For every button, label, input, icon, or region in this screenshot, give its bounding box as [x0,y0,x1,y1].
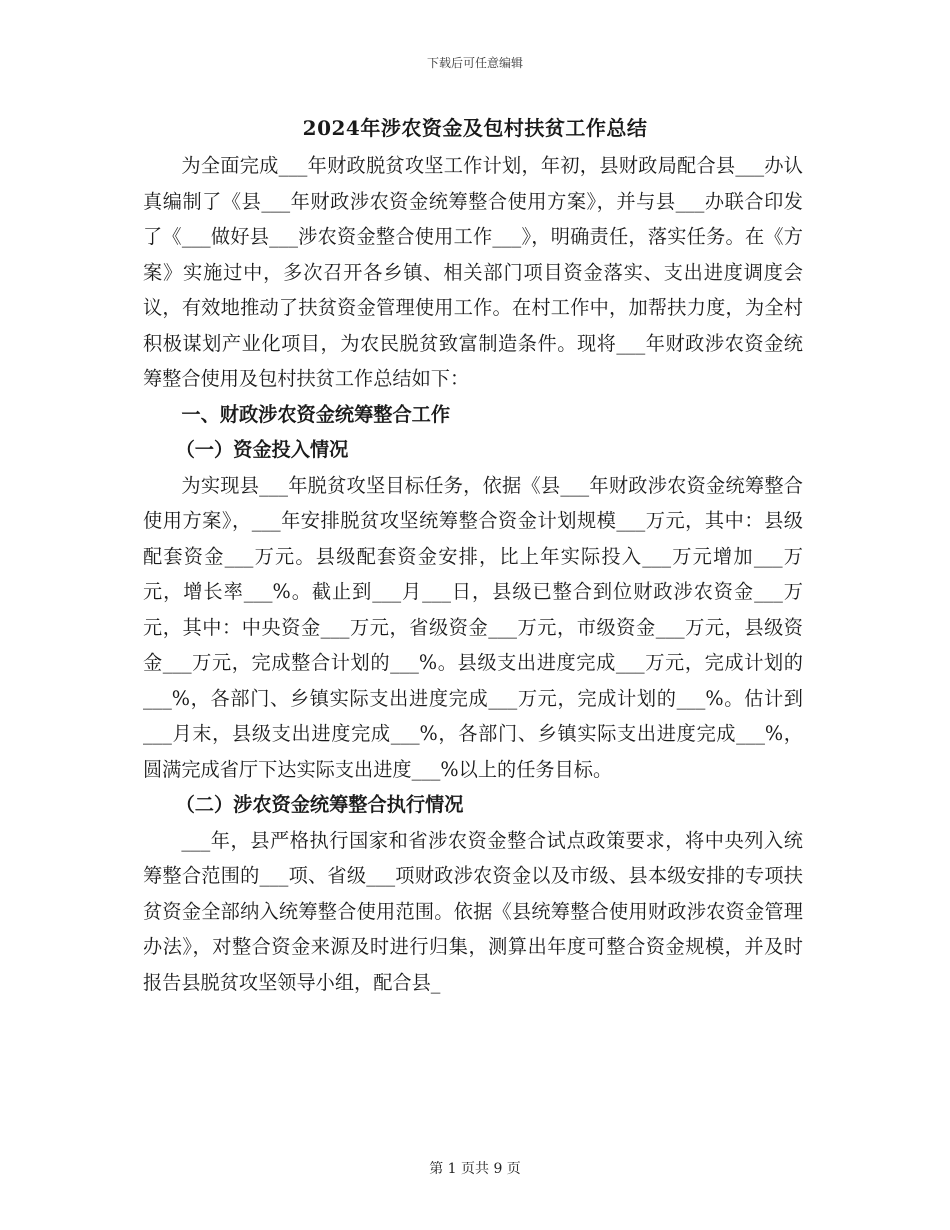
intro-paragraph: 为全面完成___年财政脱贫攻坚工作计划，年初，县财政局配合县___办认真编制了《县___年财政涉农资金统筹整合使用方案》，并与县___办联合印发了《___做好县___涉农资金整合使用工作___》，明确责任，落实任务。在《方案》实施过中，多次召开各乡镇、相关部门项目资金落实、支出进度调度会议，有效地推动了扶贫资金管理使用工作。在村工作中，加帮扶力度，为全村积极谋划产业化项目，为农民脱贫致富制造条件。现将___年财政涉农资金统筹整合使用及包村扶贫工作总结如下： [143,154,803,390]
subsection-heading-2: （二）涉农资金统筹整合执行情况 [175,793,464,816]
document-body [143,148,803,1000]
subsection-heading-1: （一）资金投入情况 [175,438,349,461]
section-heading-1: 一、财政涉农资金统筹整合工作 [181,402,451,426]
subsection-2-paragraph: ___年，县严格执行国家和省涉农资金整合试点政策要求，将中央列入统筹整合范围的___项、省级___项财政涉农资金以及市级、县本级安排的专项扶贫资金全部纳入统筹整合使用范围。依据《县统筹整合使用财政涉农资金管理办法》，对整合资金来源及时进行归集，测算出年度可整合资金规模，并及时报告县脱贫攻坚领导小组，配合县_ [143,828,803,994]
page-header: 下载后可任意编辑 [426,56,523,70]
subsection-1-paragraph: 为实现县___年脱贫攻坚目标任务，依据《县___年财政涉农资金统筹整合使用方案》，___年安排脱贫攻坚统筹整合资金计划规模___万元，其中：县级配套资金___万元。县级配套资金安排，比上年实际投入___万元增加___万元，增长率___%。截止到___月___日，县级已整合到位财政涉农资金___万元，其中：中央资金___万元，省级资金___万元，市级资金___万元，县级资金___万元，完成整合计划的___%。县级支出进度完成___万元，完成计划的___%，各部门、乡镇实际支出进度完成___万元，完成计划的___%。估计到___月末，县级支出进度完成___%，各部门、乡镇实际支出进度完成___%，圆满完成省厅下达实际支出进度___%以上的任务目标。 [143,473,803,781]
document-title: 2024年涉农资金及包村扶贫工作总结 [302,116,648,140]
page-footer: 第 1 页共 9 页 [429,1161,521,1177]
